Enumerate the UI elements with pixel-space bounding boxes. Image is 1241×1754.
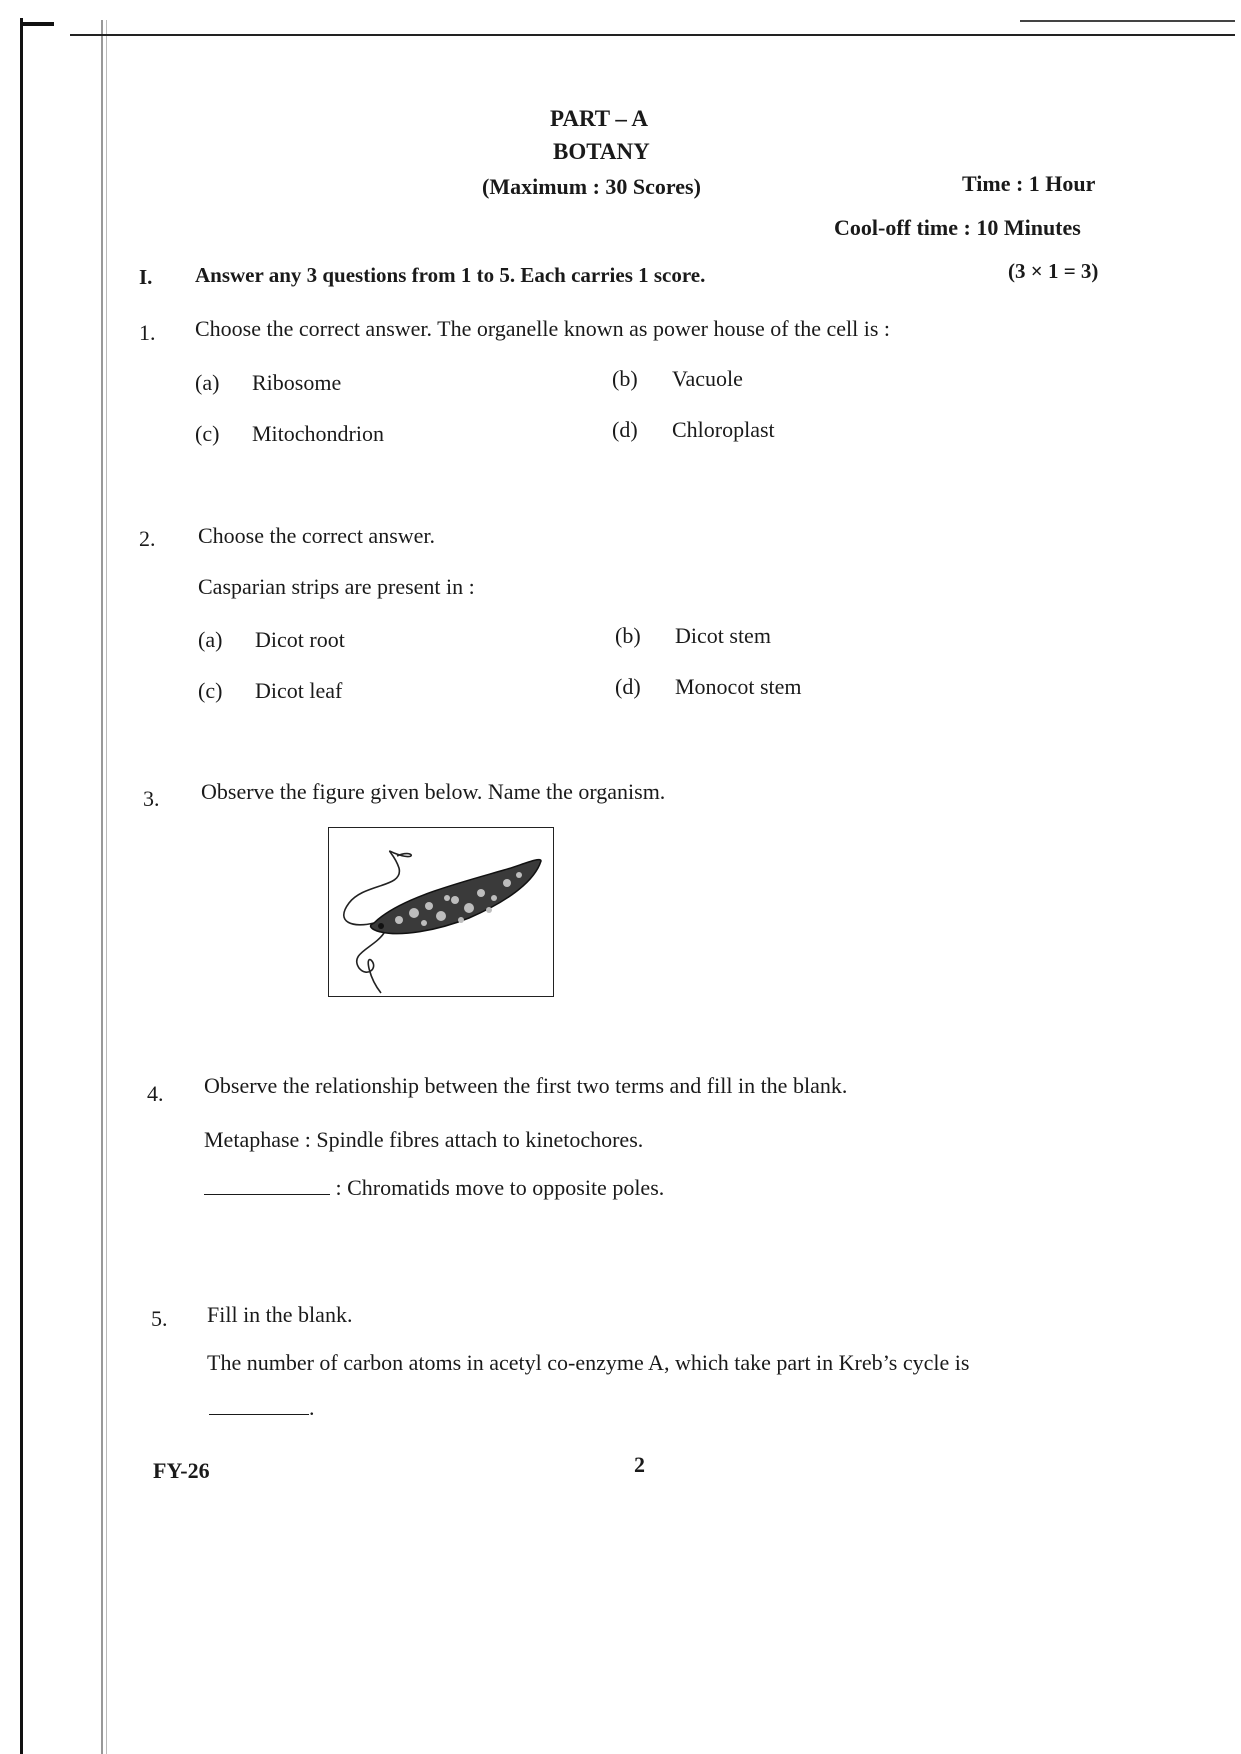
question-5-line2-end: . <box>309 1395 315 1420</box>
top-rule-secondary <box>1020 20 1235 22</box>
binding-line-secondary <box>106 20 107 1754</box>
paper-code: FY-26 <box>153 1458 210 1483</box>
question-5-number: 5. <box>151 1306 168 1331</box>
cool-off-time: Cool-off time : 10 Minutes <box>834 215 1081 240</box>
q2-option-d-text: Monocot stem <box>675 674 802 699</box>
question-1-text: Choose the correct answer. The organelle known as power house of the cell is : <box>195 316 891 341</box>
section-numeral: I. <box>139 265 153 289</box>
q2-option-b-label: (b) <box>615 623 641 648</box>
q1-option-d-text: Chloroplast <box>672 417 775 442</box>
question-4-line1: Metaphase : Spindle fibres attach to kinetochores. <box>204 1127 644 1152</box>
question-1-number: 1. <box>139 320 156 345</box>
q2-option-c-text: Dicot leaf <box>255 678 343 703</box>
question-4-text: Observe the relationship between the first two terms and fill in the blank. <box>204 1073 848 1098</box>
answer-blank[interactable] <box>204 1194 330 1195</box>
q2-option-a-label: (a) <box>198 627 223 652</box>
part-heading: PART – A <box>550 106 649 131</box>
q1-option-b-text: Vacuole <box>672 366 743 391</box>
thread-icon <box>357 933 384 993</box>
q2-option-d-label: (d) <box>615 674 641 699</box>
q1-option-b-label: (b) <box>612 366 638 391</box>
page-number: 2 <box>634 1452 645 1477</box>
q1-option-a-text: Ribosome <box>252 370 342 395</box>
q1-option-d-label: (d) <box>612 417 638 442</box>
question-3-text: Observe the figure given below. Name the organism. <box>201 779 666 804</box>
question-2-subtext: Casparian strips are present in : <box>198 574 475 599</box>
question-5-line1: The number of carbon atoms in acetyl co-enzyme A, which take part in Kreb’s cycle is <box>207 1350 970 1375</box>
section-marks: (3 × 1 = 3) <box>1008 259 1099 283</box>
q2-option-c-label: (c) <box>198 678 223 703</box>
question-4-line2 <box>204 1175 664 1201</box>
q2-option-a-text: Dicot root <box>255 627 345 652</box>
section-instruction: Answer any 3 questions from 1 to 5. Each carries 1 score. <box>195 263 706 287</box>
q1-option-c-text: Mitochondrion <box>252 421 384 446</box>
max-scores: (Maximum : 30 Scores) <box>482 174 701 199</box>
question-2-number: 2. <box>139 526 156 551</box>
corner-mark <box>20 22 54 26</box>
q1-option-a-label: (a) <box>195 370 220 395</box>
left-border-line <box>20 18 23 1754</box>
answer-blank[interactable] <box>209 1414 309 1415</box>
question-4-number: 4. <box>147 1081 164 1106</box>
time-allowed: Time : 1 Hour <box>962 171 1096 196</box>
question-5-line2 <box>209 1395 315 1421</box>
euglena-illustration <box>329 828 553 996</box>
q1-option-c-label: (c) <box>195 421 220 446</box>
organism-figure <box>328 827 554 997</box>
subject-heading: BOTANY <box>553 139 650 164</box>
question-4-line2-text: : Chromatids move to opposite poles. <box>335 1175 665 1200</box>
question-2-text: Choose the correct answer. <box>198 523 436 548</box>
question-3-number: 3. <box>143 786 160 811</box>
binding-line <box>101 20 103 1754</box>
top-rule <box>70 34 1235 36</box>
question-5-text: Fill in the blank. <box>207 1302 353 1327</box>
eyespot-icon <box>378 923 384 929</box>
q2-option-b-text: Dicot stem <box>675 623 771 648</box>
